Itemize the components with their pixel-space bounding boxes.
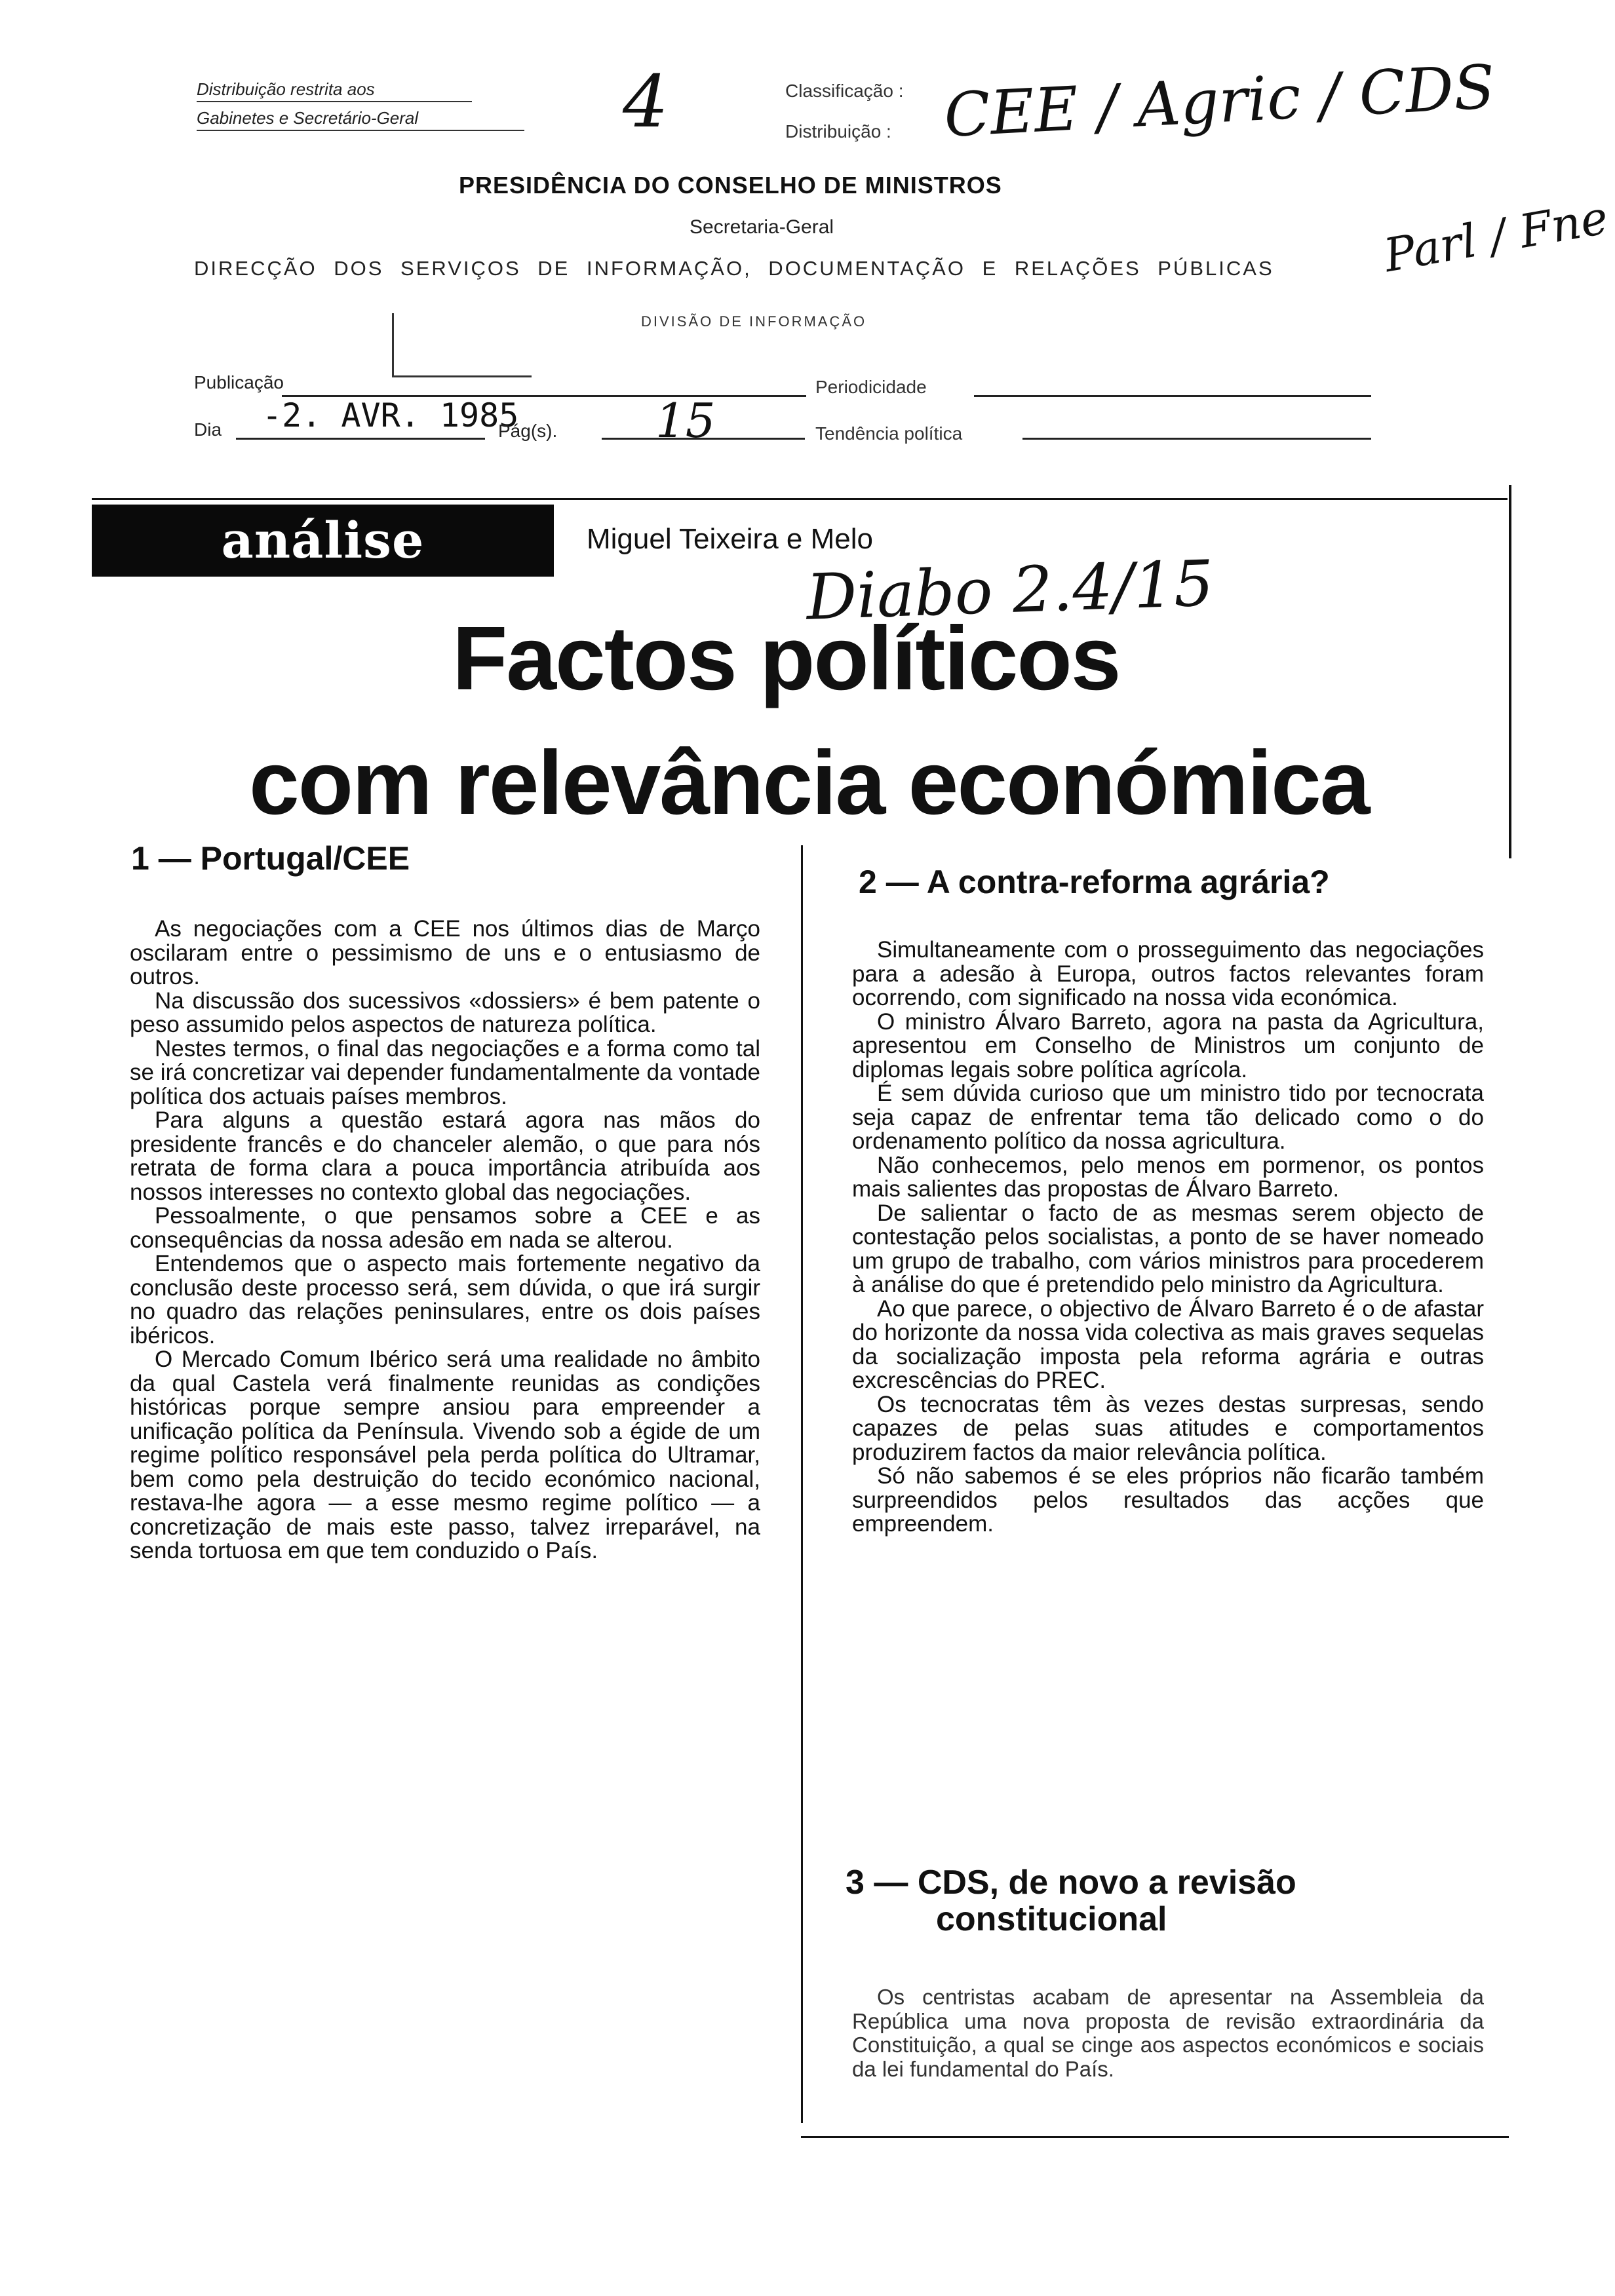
distribution-note-line2: Gabinetes e Secretário-Geral [197,106,524,131]
headline-line2: com relevância económica [249,733,1369,833]
distribution-note [197,77,524,131]
pages-line [602,438,805,440]
clipping-bottom-border [801,2136,1509,2138]
org-subtitle: Secretaria-Geral [690,216,834,238]
section2-paragraph: Simultaneamente com o prosseguimento das negociações para a adesão à Europa, outros factos relevantes foram ocorrendo, com significado na nossa vida económica. [852,937,1484,1010]
article-author: Miguel Teixeira e Melo [587,523,873,555]
section2-paragraph: É sem dúvida curioso que um ministro tido por tecnocrata seja capaz de enfrentar tema tão delicado como o do ordenamento político da nossa agricultura. [852,1081,1484,1154]
pages-value: 15 [655,393,716,448]
day-label: Dia [194,419,222,440]
division-label: DIVISÃO DE INFORMAÇÃO [641,313,867,330]
section1-paragraph: Nestes termos, o final das negociações e a forma como tal se irá concretizar vai depender fundamentalmente da vontade política dos actuais países membros. [130,1035,760,1109]
section1-paragraph: O Mercado Comum Ibérico será uma realidade no âmbito da qual Castela verá finalmente reunidas as condições históricas porque sempre ansiou para empreender a unificação política da Península. Vivendo sob a égide de um regime político responsável pela perda política do Ultramar, bem como pela destruição do tecido económico nacional, restava-lhe agora — a esse mesmo regime político — a concretização de mais este passo, talvez irreparável, na senda tortuosa em que tem conduzido o País. [130,1347,760,1563]
page-marker: 4 [623,60,669,144]
directorate-title: DIRECÇÃO DOS SERVIÇOS DE INFORMAÇÃO, DOCUMENTAÇÃO E RELAÇÕES PÚBLICAS [194,257,1274,280]
section2-paragraph: Os tecnocratas têm às vezes destas surpresas, sendo capazes de pelas suas atitudes e comportamentos produzirem factos da maior relevância política. [852,1391,1484,1465]
section1-paragraph: Entendemos que o aspecto mais fortemente negativo da conclusão deste processo será, sem dúvida, o que irá surgir no quadro das relações peninsulares, entre os dois países ibéricos. [130,1251,760,1349]
section3-heading-line1: 3 — CDS, de novo a revisão [846,1864,1296,1902]
received-stamp [392,313,532,377]
handwritten-source: Diabo 2.4/15 [805,546,1215,634]
periodicity-line [974,395,1371,397]
section2-heading: 2 — A contra-reforma agrária? [859,864,1330,900]
distribution-label: Distribuição : [785,121,891,142]
pages-label: Pág(s). [498,421,558,441]
distribution-note-line1: Distribuição restrita aos [197,77,472,102]
periodicity-label: Periodicidade [815,377,927,397]
org-title: PRESIDÊNCIA DO CONSELHO DE MINISTROS [459,172,1002,199]
handwritten-topics: CEE / Agric / CDS [942,52,1497,151]
section2-paragraph: Só não sabemos é se eles próprios não ficarão também surpreendidos pelos resultados das acções que empreendem. [852,1463,1484,1537]
section2-paragraph: Ao que parece, o objectivo de Álvaro Barreto é o de afastar do horizonte da nossa vida colectiva as mais graves sequelas da socialização imposta pela reforma agrária e outras excrescências do PREC. [852,1295,1484,1393]
section1-paragraph: Pessoalmente, o que pensamos sobre a CEE e as consequências da nossa adesão em nada se alterou. [130,1203,760,1253]
clipping-top-border [92,498,1508,500]
section2-paragraph: De salientar o facto de as mesmas serem objecto de contestação pelos socialistas, a ponto de se haver nomeado um grupo de trabalho, com vários ministros para procederem à análise do que é pretendido pelo ministro da Agricultura. [852,1200,1484,1297]
tendency-label: Tendência política [815,423,963,444]
rubric-banner: análise económica [92,505,554,577]
publication-label: Publicação [194,372,284,392]
section1-paragraph: Para alguns a questão estará agora nas mãos do presidente francês e do chanceler alemão, o que para nós retrata de forma clara a pouca importância atribuída aos nossos interesses no contexto global das negociações. [130,1107,760,1205]
section2-paragraph: Não conhecemos, pelo menos em pormenor, os pontos mais salientes das propostas de Álvaro Barreto. [852,1152,1484,1202]
tendency-line [1022,438,1371,440]
section3-paragraph: Os centristas acabam de apresentar na Assembleia da República uma nova proposta de revisão extraordinária da Constituição, a qual se cinge aos aspectos económicos e sociais da lei fundamental do País. [852,1985,1484,2081]
section3-body [852,1985,1484,2081]
section1-heading: 1 — Portugal/CEE [131,840,410,877]
section3-heading-line2: constitucional [936,1900,1167,1938]
classification-label: Classificação : [785,81,904,101]
date-stamp: -2. AVR. 1985 [262,396,519,434]
column-divider [801,845,803,2123]
section1-paragraph: As negociações com a CEE nos últimos dias de Março oscilaram entre o pessimismo de uns e o entusiasmo de outros. [130,916,760,989]
handwritten-side-note: Parl / Fne [1380,190,1612,283]
clipping-right-border [1509,485,1511,858]
section2-body [852,938,1484,1537]
section3-heading [846,1864,1296,1938]
day-line [236,438,485,440]
section1-body [130,917,760,1563]
headline-line1: Factos políticos [452,608,1120,709]
section2-paragraph: O ministro Álvaro Barreto, agora na pasta da Agricultura, apresentou em Conselho de Ministros um conjunto de diplomas legais sobre política agrícola. [852,1008,1484,1082]
section1-paragraph: Na discussão dos sucessivos «dossiers» é bem patente o peso assumido pelos aspectos de natureza política. [130,987,760,1037]
